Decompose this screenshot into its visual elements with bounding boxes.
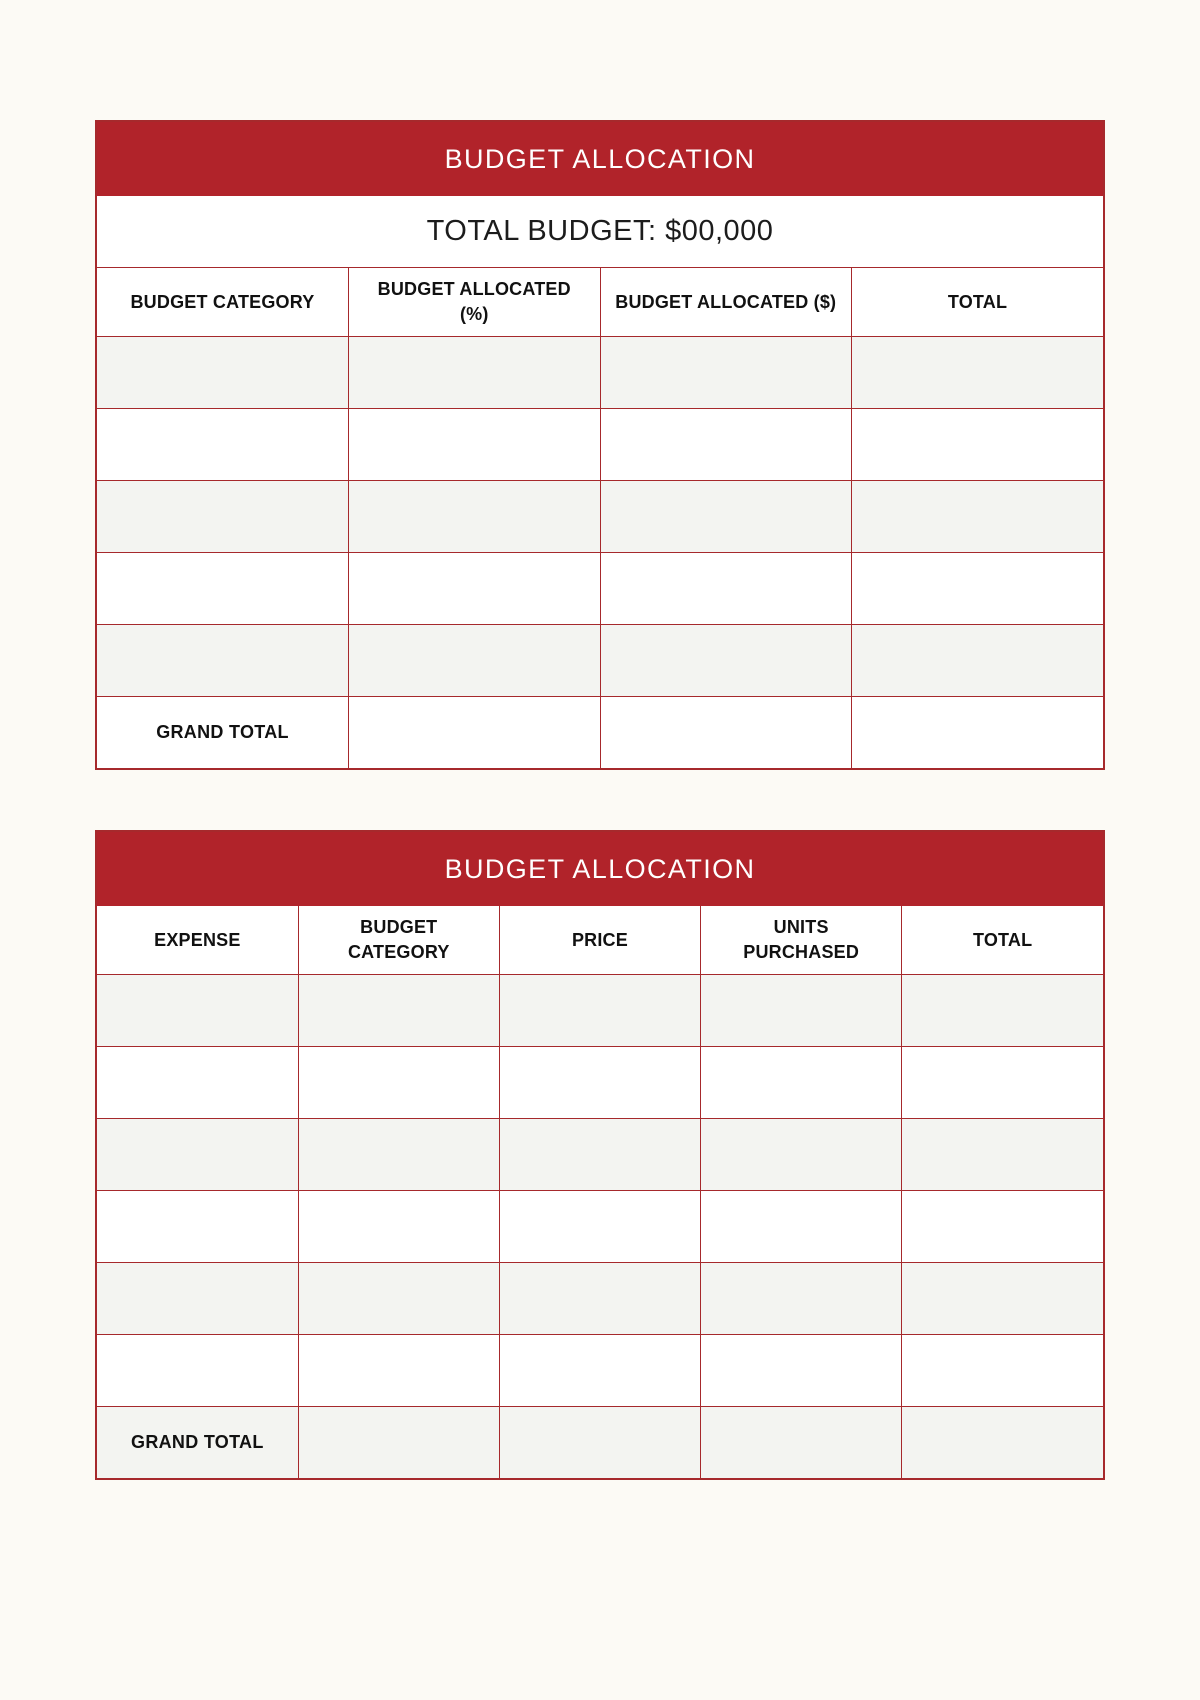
empty-data-row xyxy=(97,336,1103,408)
empty-data-row xyxy=(97,974,1103,1046)
table2 xyxy=(97,906,1103,1478)
empty-cell xyxy=(97,1118,298,1190)
empty-cell xyxy=(298,1334,499,1406)
table1-col-total: TOTAL xyxy=(852,268,1104,336)
empty-cell xyxy=(902,1334,1103,1406)
empty-cell xyxy=(499,1262,700,1334)
table1-header-row xyxy=(97,268,1103,336)
empty-cell xyxy=(97,336,349,408)
empty-cell xyxy=(349,552,601,624)
empty-cell xyxy=(499,1334,700,1406)
empty-cell xyxy=(298,1262,499,1334)
table2-body xyxy=(97,974,1103,1478)
empty-data-row xyxy=(97,624,1103,696)
table1-col-budget-category: BUDGET CATEGORY xyxy=(97,268,349,336)
empty-cell xyxy=(852,696,1104,768)
empty-cell xyxy=(600,408,852,480)
empty-cell xyxy=(349,480,601,552)
total-budget-text: TOTAL BUDGET: $00,000 xyxy=(426,215,774,247)
budget-allocation-section-1 xyxy=(95,120,1105,770)
budget-allocation-section-2 xyxy=(95,830,1105,1480)
empty-data-row xyxy=(97,480,1103,552)
empty-cell xyxy=(298,1118,499,1190)
table2-title: BUDGET ALLOCATION xyxy=(444,853,756,884)
table1-grand-total-row xyxy=(97,696,1103,768)
empty-cell xyxy=(349,696,601,768)
empty-cell xyxy=(852,552,1104,624)
empty-cell xyxy=(701,1046,902,1118)
empty-cell xyxy=(600,480,852,552)
table2-title-banner xyxy=(97,832,1103,906)
empty-cell xyxy=(902,1190,1103,1262)
empty-cell xyxy=(701,1262,902,1334)
table2-col-price: PRICE xyxy=(499,906,700,974)
empty-cell xyxy=(499,974,700,1046)
budget-template-page xyxy=(95,0,1105,1600)
empty-data-row xyxy=(97,1046,1103,1118)
table1-total-budget-row xyxy=(97,196,1103,268)
empty-cell xyxy=(902,1262,1103,1334)
empty-cell xyxy=(852,336,1104,408)
empty-cell xyxy=(600,696,852,768)
table1-head xyxy=(97,268,1103,336)
empty-cell xyxy=(349,408,601,480)
empty-cell xyxy=(701,1190,902,1262)
empty-cell xyxy=(902,974,1103,1046)
empty-cell xyxy=(97,408,349,480)
empty-cell xyxy=(600,624,852,696)
empty-cell xyxy=(902,1046,1103,1118)
empty-cell xyxy=(701,1334,902,1406)
empty-cell xyxy=(902,1406,1103,1478)
empty-cell xyxy=(97,1262,298,1334)
table1-grand-total-label: GRAND TOTAL xyxy=(97,696,349,768)
empty-cell xyxy=(298,1046,499,1118)
empty-cell xyxy=(852,480,1104,552)
empty-data-row xyxy=(97,408,1103,480)
empty-cell xyxy=(600,336,852,408)
empty-data-row xyxy=(97,1334,1103,1406)
table2-col-budget-category: BUDGET CATEGORY xyxy=(298,906,499,974)
table2-col-total: TOTAL xyxy=(902,906,1103,974)
table2-col-expense: EXPENSE xyxy=(97,906,298,974)
table1-col-budget-allocated-pct: BUDGET ALLOCATED (%) xyxy=(349,268,601,336)
empty-cell xyxy=(499,1046,700,1118)
table2-head xyxy=(97,906,1103,974)
empty-cell xyxy=(298,1190,499,1262)
empty-cell xyxy=(97,974,298,1046)
table2-grand-total-row xyxy=(97,1406,1103,1478)
empty-cell xyxy=(298,1406,499,1478)
empty-cell xyxy=(701,974,902,1046)
empty-cell xyxy=(97,480,349,552)
empty-cell xyxy=(701,1118,902,1190)
table1-body xyxy=(97,336,1103,768)
empty-cell xyxy=(97,624,349,696)
table2-grand-total-label: GRAND TOTAL xyxy=(97,1406,298,1478)
empty-cell xyxy=(97,1334,298,1406)
empty-cell xyxy=(902,1118,1103,1190)
empty-data-row xyxy=(97,1190,1103,1262)
empty-cell xyxy=(298,974,499,1046)
empty-cell xyxy=(701,1406,902,1478)
table2-col-units-purchased: UNITS PURCHASED xyxy=(701,906,902,974)
empty-data-row xyxy=(97,1262,1103,1334)
empty-cell xyxy=(600,552,852,624)
empty-data-row xyxy=(97,552,1103,624)
table1 xyxy=(97,268,1103,768)
empty-cell xyxy=(499,1190,700,1262)
empty-cell xyxy=(499,1118,700,1190)
table1-title-banner xyxy=(97,122,1103,196)
table2-header-row xyxy=(97,906,1103,974)
empty-cell xyxy=(852,624,1104,696)
table1-col-budget-allocated-usd: BUDGET ALLOCATED ($) xyxy=(600,268,852,336)
empty-cell xyxy=(349,624,601,696)
empty-cell xyxy=(97,1190,298,1262)
table1-title: BUDGET ALLOCATION xyxy=(444,143,756,174)
empty-cell xyxy=(97,1046,298,1118)
empty-cell xyxy=(97,552,349,624)
empty-cell xyxy=(499,1406,700,1478)
empty-cell xyxy=(852,408,1104,480)
empty-cell xyxy=(349,336,601,408)
empty-data-row xyxy=(97,1118,1103,1190)
